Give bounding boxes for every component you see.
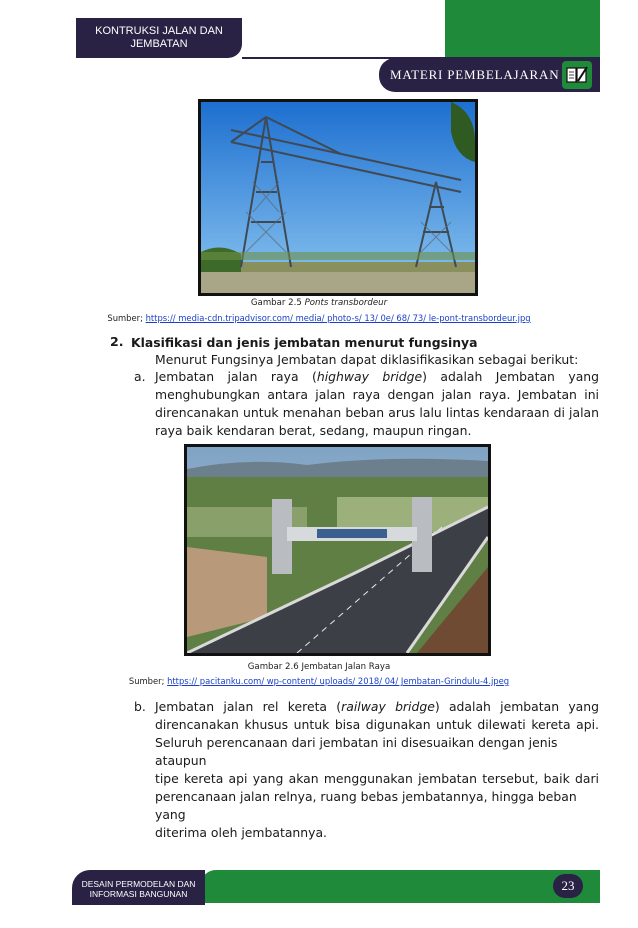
item-a-line1-post: ) adalah Jembatan yang <box>422 369 600 384</box>
figure1-source <box>0 313 638 323</box>
item-b-marker: b. <box>134 699 146 714</box>
item-b-line4: tipe kereta api yang akan menggunakan jembatan tersebut, baik dari <box>155 771 599 786</box>
item-a-line2: menghubungkan antara jalan raya dengan jalan raya. Jembatan ini <box>155 387 599 402</box>
footer-course-tab <box>72 870 205 905</box>
section-intro: Menurut Fungsinya Jembatan dapat diklasifikasikan sebagai berikut: <box>155 352 579 367</box>
page-number: 23 <box>553 874 583 898</box>
figure2-source-link[interactable]: https:// pacitanku.com/ wp-content/ uploads/ 2018/ 04/ Jembatan-Grindulu-4.jpeg <box>167 676 510 686</box>
footer-line2: INFORMASI BANGUNAN <box>89 889 188 899</box>
item-a-marker: a. <box>134 369 146 384</box>
photo-transporter-bridge <box>198 99 478 296</box>
item-a-paragraph <box>155 368 599 440</box>
section-number: 2. <box>110 334 124 349</box>
item-a-line3: direncanakan untuk menahan beban arus lalu lintas kendaraan di jalan <box>155 405 599 420</box>
figure1-label: Gambar 2.5 <box>250 298 302 308</box>
figure1-title: Ponts transbordeur <box>304 298 388 308</box>
section-banner-title: MATERI PEMBELAJARAN <box>390 67 560 82</box>
header-course-line2: JEMBATAN <box>130 38 188 50</box>
figure2-source <box>0 676 638 686</box>
header-course-tab <box>76 18 242 58</box>
item-b-line1 <box>155 698 599 716</box>
item-a-line4: raya baik kendaran berat, sedang, maupun ringan. <box>155 423 472 438</box>
figure2-source-prefix: Sumber; <box>128 676 165 686</box>
item-b-paragraph <box>155 698 599 842</box>
figure1-source-link[interactable]: https:// media-cdn.tripadvisor.com/ media/ photo-s/ 13/ 0e/ 68/ 73/ le-pont-transbordeur.jpg <box>145 313 531 323</box>
section-heading: Klasifikasi dan jenis jembatan menurut fungsinya <box>131 335 478 350</box>
header-green-block <box>445 0 600 58</box>
item-a-emphasis: highway bridge <box>316 369 423 384</box>
footer-line1: DESAIN PERMODELAN DAN <box>81 879 196 889</box>
item-b-line1-post: ) adalah jembatan yang <box>434 699 599 714</box>
section-banner <box>379 58 600 92</box>
item-b-line6: diterima oleh jembatannya. <box>155 825 327 840</box>
figure1-caption <box>0 298 638 308</box>
photo-highway-bridge <box>184 444 491 656</box>
item-a-line1 <box>155 368 599 386</box>
header-course-line1: KONTRUKSI JALAN DAN <box>95 25 223 37</box>
footer-green-bar <box>200 870 600 903</box>
item-b-line3: Seluruh perencanaan dari jembatan ini disesuaikan dengan jenis ataupun <box>155 735 558 768</box>
figure1-source-prefix: Sumber; <box>107 313 143 323</box>
item-b-emphasis: railway bridge <box>341 699 435 714</box>
figure2-caption: Gambar 2.6 Jembatan Jalan Raya <box>247 662 391 672</box>
item-a-line1-pre: Jembatan jalan raya ( <box>155 369 317 384</box>
item-b-line2: direncanakan khusus untuk bisa digunakan untuk dilewati kereta api. <box>155 717 599 732</box>
item-b-line1-pre: Jembatan jalan rel kereta ( <box>155 699 342 714</box>
book-pencil-icon <box>562 61 592 89</box>
item-b-line5: perencanaan jalan relnya, ruang bebas jembatannya, hingga beban yang <box>155 789 577 822</box>
